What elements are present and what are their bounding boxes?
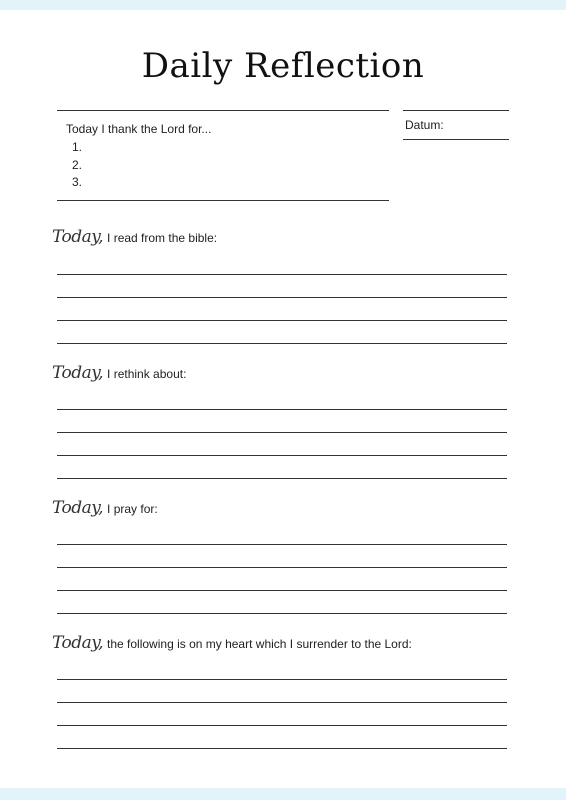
writing-line[interactable] bbox=[57, 544, 507, 545]
writing-line[interactable] bbox=[57, 702, 507, 703]
section-heading-pray bbox=[52, 498, 158, 518]
section-heading-bible bbox=[52, 227, 217, 247]
writing-line[interactable] bbox=[57, 679, 507, 680]
script-today: Today, bbox=[52, 633, 104, 653]
section-heading-surrender bbox=[52, 633, 412, 653]
script-today: Today, bbox=[52, 498, 104, 518]
section-heading-rethink bbox=[52, 363, 186, 383]
section-prompt: I rethink about: bbox=[107, 367, 187, 381]
thanks-item: 3. bbox=[72, 175, 83, 189]
thanks-intro: Today I thank the Lord for... bbox=[66, 122, 212, 136]
writing-line[interactable] bbox=[57, 320, 507, 321]
writing-line[interactable] bbox=[57, 297, 507, 298]
writing-line[interactable] bbox=[57, 613, 507, 614]
writing-line[interactable] bbox=[57, 409, 507, 410]
thanks-bottom-rule bbox=[57, 200, 389, 201]
writing-line[interactable] bbox=[57, 567, 507, 568]
writing-line[interactable] bbox=[57, 343, 507, 344]
thanks-list bbox=[72, 139, 82, 192]
date-top-rule bbox=[403, 110, 509, 111]
section-prompt: I pray for: bbox=[107, 502, 158, 516]
writing-line[interactable] bbox=[57, 478, 507, 479]
writing-line[interactable] bbox=[57, 748, 507, 749]
writing-line[interactable] bbox=[57, 590, 507, 591]
thanks-item: 2. bbox=[72, 157, 83, 172]
bottom-color-band bbox=[0, 788, 566, 800]
writing-line[interactable] bbox=[57, 274, 507, 275]
date-field-rule[interactable] bbox=[403, 139, 509, 140]
script-today: Today, bbox=[52, 363, 104, 383]
section-prompt: I read from the bible: bbox=[107, 231, 218, 245]
page-title: Daily Reflection bbox=[141, 46, 425, 86]
top-color-band bbox=[0, 0, 566, 10]
thanks-item: 1. bbox=[72, 140, 83, 154]
date-label: Datum: bbox=[405, 118, 444, 132]
writing-line[interactable] bbox=[57, 455, 507, 456]
script-today: Today, bbox=[52, 227, 104, 247]
section-prompt: the following is on my heart which I surrender to the Lord: bbox=[107, 637, 412, 651]
writing-line[interactable] bbox=[57, 725, 507, 726]
writing-line[interactable] bbox=[57, 432, 507, 433]
thanks-top-rule bbox=[57, 110, 389, 111]
